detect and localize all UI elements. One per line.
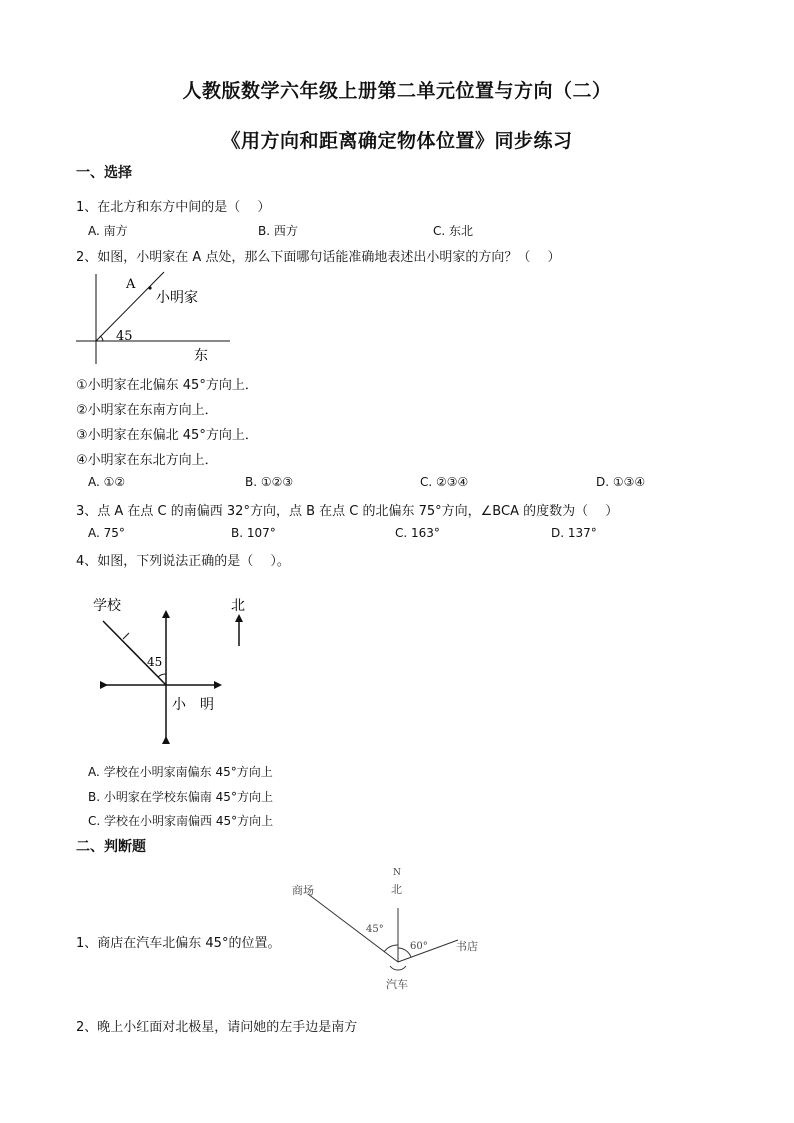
question-1: 1、在北方和东方中间的是（ ） bbox=[76, 200, 271, 215]
q1-option-a: A. 南方 bbox=[88, 224, 128, 238]
q4-north-label: 北 bbox=[231, 598, 245, 614]
q3-option-b: B. 107° bbox=[231, 526, 276, 540]
q4-option-b: B. 小明家在学校东偏南 45°方向上 bbox=[88, 790, 273, 804]
j1-direction-figure bbox=[286, 866, 486, 996]
q2-east-label: 东 bbox=[194, 348, 208, 364]
q4-tick-mark bbox=[123, 633, 129, 639]
j1-car-label: 汽车 bbox=[386, 978, 408, 991]
q4-person-label: 小 明 bbox=[172, 697, 214, 713]
q2-angle-arc bbox=[100, 336, 103, 341]
j1-bookstore-label: 书店 bbox=[456, 940, 478, 953]
q2-point-dot bbox=[148, 286, 151, 289]
question-4: 4、如图，下列说法正确的是（ ）。 bbox=[76, 554, 290, 569]
q1-option-c: C. 东北 bbox=[433, 224, 474, 238]
q2-option-d: D. ①③④ bbox=[596, 475, 646, 489]
q4-option-a: A. 学校在小明家南偏东 45°方向上 bbox=[88, 765, 273, 779]
j1-n-label: N bbox=[393, 868, 401, 878]
q2-point-label: A bbox=[126, 277, 136, 292]
judgement-2: 2、晚上小红面对北极星，请问她的左手边是南方 bbox=[76, 1020, 358, 1035]
j1-angle2-label: 60° bbox=[410, 941, 428, 952]
j1-mall-label: 商场 bbox=[292, 884, 314, 897]
j1-angle-arc-3 bbox=[390, 966, 406, 970]
q3-option-c: C. 163° bbox=[395, 526, 440, 540]
q2-option-a: A. ①② bbox=[88, 475, 126, 489]
q3-option-d: D. 137° bbox=[551, 526, 597, 540]
q4-angle-label: 45 bbox=[147, 655, 163, 669]
q2-angle-label: 45 bbox=[116, 329, 133, 344]
judgement-1: 1、商店在汽车北偏东 45°的位置。 bbox=[76, 936, 281, 951]
q4-option-c: C. 学校在小明家南偏西 45°方向上 bbox=[88, 814, 274, 828]
q2-statement-2: ②小明家在东南方向上． bbox=[76, 403, 218, 418]
q1-option-b: B. 西方 bbox=[258, 224, 298, 238]
q2-option-b: B. ①②③ bbox=[245, 475, 294, 489]
q4-school-label: 学校 bbox=[93, 598, 121, 614]
j1-angle1-label: 45° bbox=[366, 924, 384, 935]
q2-option-c: C. ②③④ bbox=[420, 475, 469, 489]
section-heading-choice: 一、选择 bbox=[76, 165, 132, 181]
q2-direction-figure bbox=[70, 266, 240, 368]
page-subtitle: 《用方向和距离确定物体位置》同步练习 bbox=[221, 130, 573, 152]
q4-school-ray bbox=[103, 621, 166, 685]
page-title: 人教版数学六年级上册第二单元位置与方向（二） bbox=[182, 80, 612, 102]
q2-home-label: 小明家 bbox=[156, 290, 198, 306]
question-2: 2、如图，小明家在 A 点处，那么下面哪句话能准确地表述出小明家的方向？（ ） bbox=[76, 250, 561, 265]
q3-option-a: A. 75° bbox=[88, 526, 125, 540]
section-heading-judgement: 二、判断题 bbox=[76, 839, 146, 855]
q2-statement-4: ④小明家在东北方向上． bbox=[76, 453, 218, 468]
q4-direction-figure bbox=[86, 588, 266, 750]
j1-angle-arc-1 bbox=[384, 945, 398, 952]
question-3: 3、点 A 在点 C 的南偏西 32°方向，点 B 在点 C 的北偏东 75°方向，∠BCA 的度数为（ ） bbox=[76, 504, 619, 519]
j1-north-label: 北 bbox=[391, 883, 402, 896]
q2-statement-3: ③小明家在东偏北 45°方向上． bbox=[76, 428, 258, 443]
q2-statement-1: ①小明家在北偏东 45°方向上． bbox=[76, 378, 258, 393]
q4-angle-arc bbox=[158, 674, 166, 677]
